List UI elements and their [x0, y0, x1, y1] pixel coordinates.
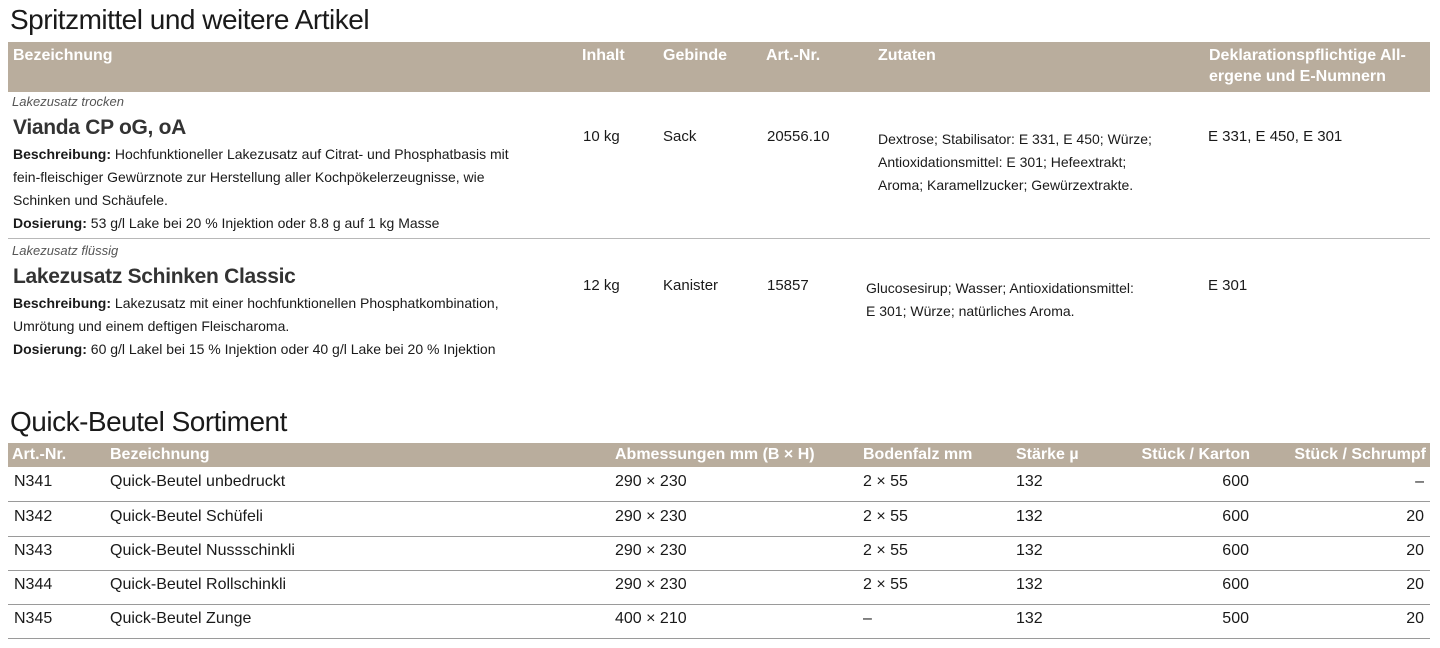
dosierung-label: Dosierung:: [13, 341, 87, 357]
dosierung-label: Dosierung:: [13, 215, 87, 231]
cell-bodenfalz: 2 × 55: [863, 473, 908, 490]
cell-schrumpf: 20: [1406, 542, 1424, 559]
table-row: [8, 604, 1430, 639]
cell-abmessungen: 400 × 210: [615, 610, 687, 627]
table-header-spritzmittel: [8, 42, 1430, 92]
cell-artnr: N342: [14, 508, 53, 525]
header-inhalt: Inhalt: [582, 47, 625, 64]
cell-schrumpf: 20: [1406, 610, 1424, 627]
header-bezeichnung: Bezeichnung: [13, 47, 113, 64]
cell-schrumpf: 20: [1406, 508, 1424, 525]
cell-bezeichnung: Quick-Beutel Rollschinkli: [110, 576, 287, 593]
table-row: [8, 570, 1430, 605]
beschreibung-label: Beschreibung:: [13, 295, 112, 311]
cell-bezeichnung: Quick-Beutel unbedruckt: [110, 473, 286, 490]
cell-staerke: 132: [1016, 576, 1043, 593]
cell-bodenfalz: 2 × 55: [863, 542, 908, 559]
cell-karton: 500: [1222, 610, 1249, 627]
cell-abmessungen: 290 × 230: [615, 508, 687, 525]
dosierung-text: 53 g/l Lake bei 20 % Injektion oder 8.8 g auf 1 kg Masse: [90, 215, 440, 231]
header-bodenfalz: Bodenfalz mm: [863, 446, 973, 463]
cell-staerke: 132: [1016, 610, 1043, 627]
cell-artnr: N344: [14, 576, 53, 593]
product-inhalt: 12 kg: [583, 277, 620, 294]
dosierung-text: 60 g/l Lakel bei 15 % Injektion oder 40 g/l Lake bei 20 % Injektion: [90, 341, 496, 357]
section-title-spritzmittel: Spritzmittel und weitere Artikel: [10, 4, 370, 35]
cell-schrumpf: 20: [1406, 576, 1424, 593]
table-row: [8, 502, 1430, 537]
cell-abmessungen: 290 × 230: [615, 542, 687, 559]
header-bezeichnung: Bezeichnung: [110, 446, 210, 463]
cell-schrumpf: –: [1415, 473, 1424, 490]
cell-karton: 600: [1222, 576, 1249, 593]
product-artnr: 15857: [767, 277, 809, 294]
cell-karton: 600: [1222, 473, 1249, 490]
header-artnr: Art.-Nr.: [766, 47, 821, 64]
cell-staerke: 132: [1016, 473, 1043, 490]
row-divider: [8, 238, 1430, 239]
header-allergene-line2: ergene und E-Numnern: [1209, 68, 1386, 85]
product-name: Lakezusatz Schinken Classic: [13, 265, 296, 288]
product-name: Vianda CP oG, oA: [13, 116, 186, 139]
header-abmessungen: Abmessungen mm (B × H): [615, 446, 815, 463]
product-allergene: E 331, E 450, E 301: [1208, 128, 1343, 145]
product-category: Lakezusatz trocken: [12, 94, 125, 109]
table-header-quick-beutel: [8, 443, 1430, 467]
product-zutaten: [878, 128, 1152, 197]
cell-bezeichnung: Quick-Beutel Zunge: [110, 610, 252, 627]
header-gebinde: Gebinde: [663, 47, 728, 64]
cell-abmessungen: 290 × 230: [615, 473, 687, 490]
header-artnr: Art.-Nr.: [12, 446, 67, 463]
cell-bodenfalz: –: [863, 610, 872, 627]
zutaten-line: Aroma; Karamellzucker; Gewürzextrakte.: [878, 177, 1134, 193]
cell-bezeichnung: Quick-Beutel Schüfeli: [110, 508, 263, 525]
zutaten-line: Antioxidationsmittel: E 301; Hefeextrakt;: [878, 154, 1127, 170]
cell-artnr: N345: [14, 610, 53, 627]
table-row: [8, 536, 1430, 571]
cell-karton: 600: [1222, 542, 1249, 559]
product-inhalt: 10 kg: [583, 128, 620, 145]
cell-staerke: 132: [1016, 508, 1043, 525]
product-artnr: 20556.10: [767, 128, 830, 145]
cell-staerke: 132: [1016, 542, 1043, 559]
beschreibung-text-2: Umrötung und einem deftigen Fleischaroma.: [13, 318, 290, 334]
beschreibung-text-1: Hochfunktioneller Lakezusatz auf Citrat- und Phosphatbasis mit: [114, 146, 509, 162]
beschreibung-text-1: Lakezusatz mit einer hochfunktionellen Phosphatkombination,: [114, 295, 499, 311]
product-gebinde: Kanister: [663, 277, 719, 294]
zutaten-line: Dextrose; Stabilisator: E 331, E 450; Würze;: [878, 131, 1152, 147]
product-allergene: E 301: [1208, 277, 1248, 294]
product-zutaten: [866, 277, 1134, 323]
header-allergene-line1: Deklarationspflichtige All-: [1209, 47, 1406, 64]
header-stueck-karton: Stück / Karton: [1141, 446, 1250, 463]
header-zutaten: Zutaten: [878, 47, 936, 64]
cell-bodenfalz: 2 × 55: [863, 576, 908, 593]
cell-karton: 600: [1222, 508, 1249, 525]
zutaten-line: E 301; Würze; natürliches Aroma.: [866, 303, 1075, 319]
cell-abmessungen: 290 × 230: [615, 576, 687, 593]
beschreibung-text-3: Schinken und Schäufele.: [13, 192, 168, 208]
product-gebinde: Sack: [663, 128, 697, 145]
cell-bezeichnung: Quick-Beutel Nussschinkli: [110, 542, 295, 559]
cell-artnr: N343: [14, 542, 53, 559]
beschreibung-text-2: fein-fleischiger Gewürznote zur Herstellung aller Kochpökelerzeugnisse, wie: [13, 169, 485, 185]
table-row: [8, 467, 1430, 502]
header-stueck-schrumpf: Stück / Schrumpf: [1294, 446, 1426, 463]
product-category: Lakezusatz flüssig: [12, 243, 119, 258]
cell-bodenfalz: 2 × 55: [863, 508, 908, 525]
beschreibung-label: Beschreibung:: [13, 146, 112, 162]
cell-artnr: N341: [14, 473, 53, 490]
section-title-quick-beutel: Quick-Beutel Sortiment: [10, 406, 287, 437]
header-staerke: Stärke µ: [1016, 446, 1079, 463]
product-description: [13, 143, 573, 235]
product-description: [13, 292, 573, 361]
zutaten-line: Glucosesirup; Wasser; Antioxidationsmittel:: [866, 280, 1134, 296]
